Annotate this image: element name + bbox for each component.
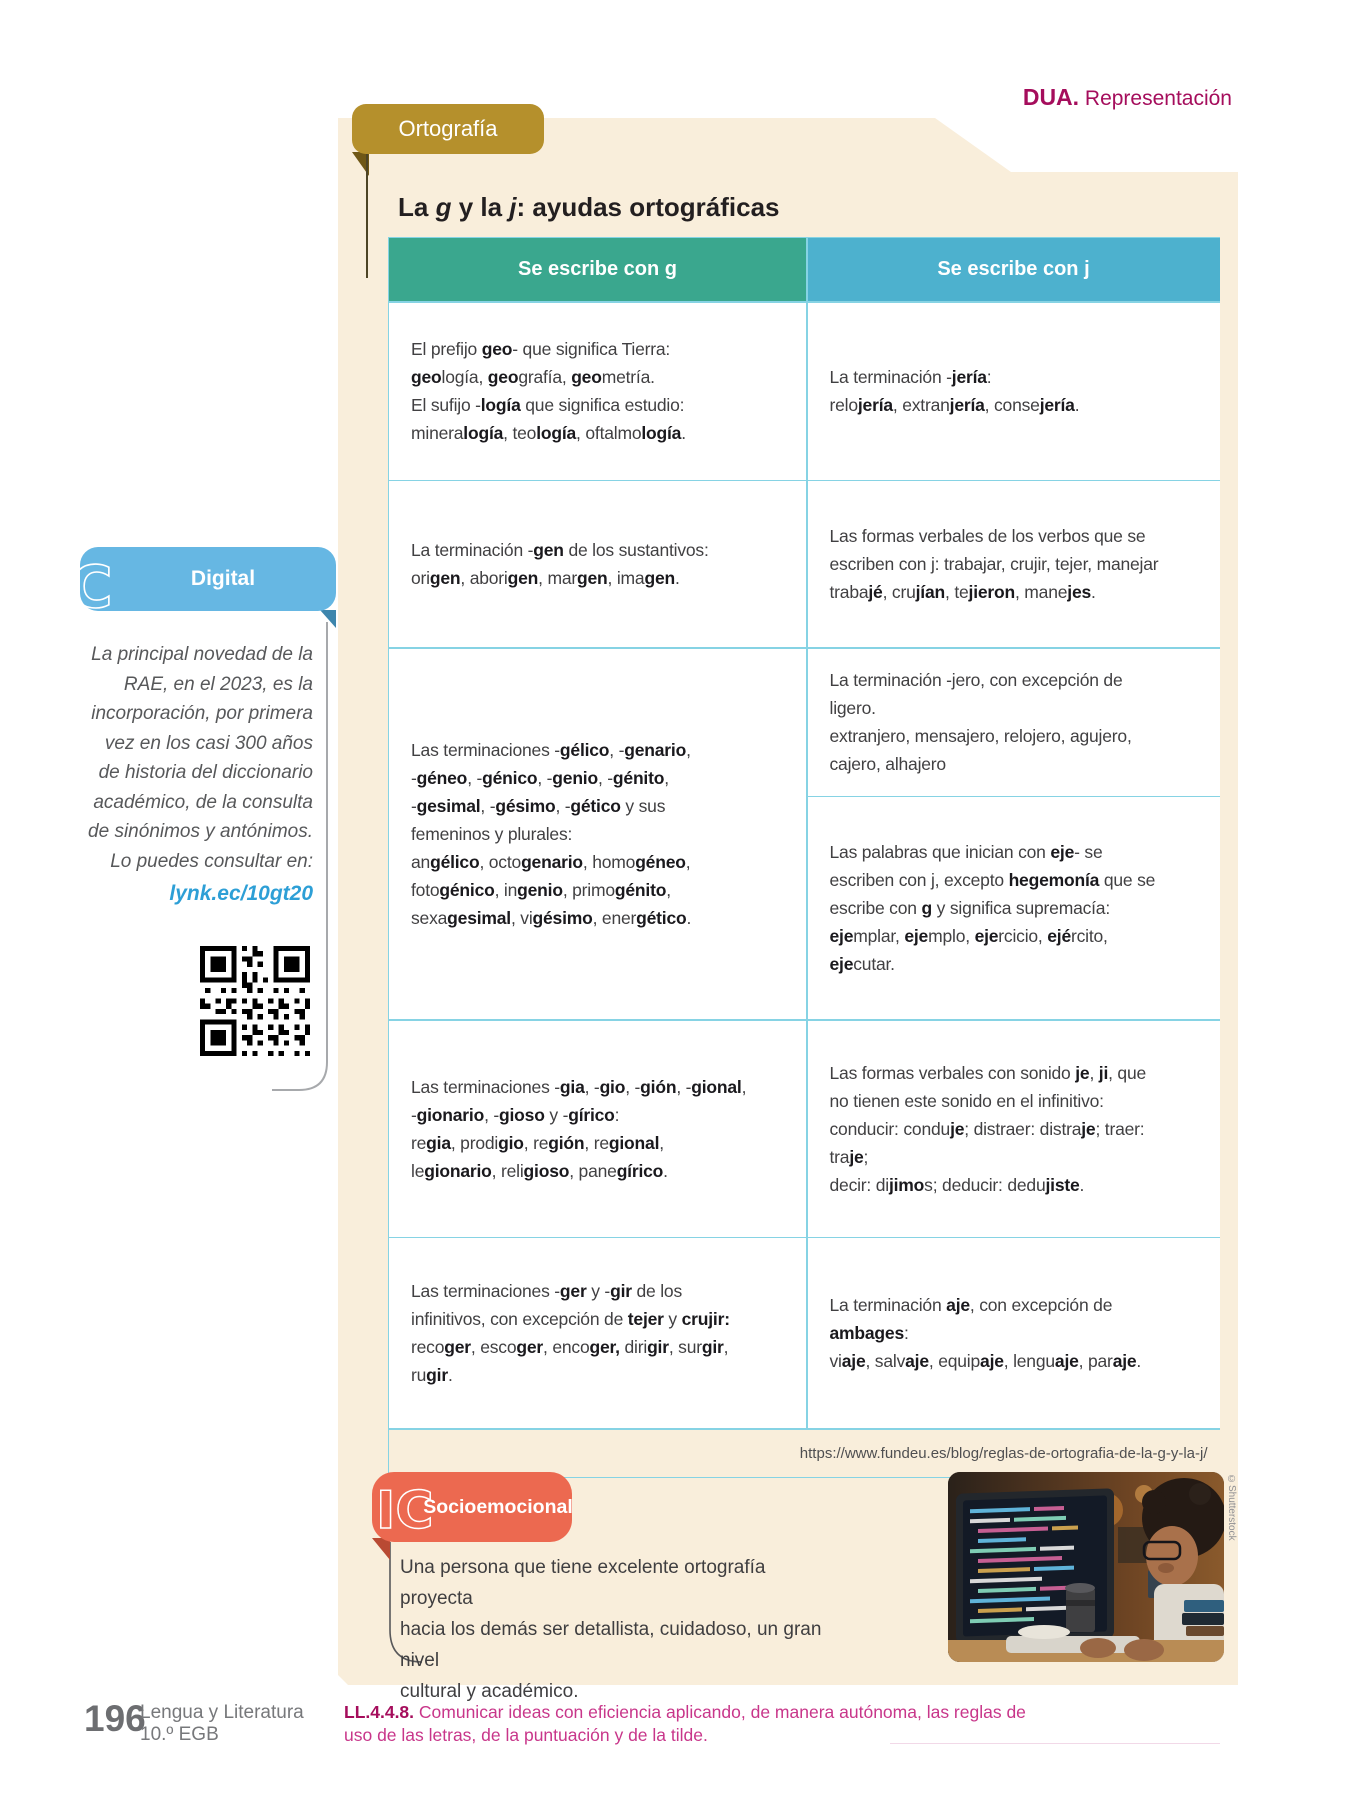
socioemocional-logo-icon — [374, 1478, 440, 1540]
dua-label — [832, 84, 1232, 111]
rule-j-aje-text: La terminación aje, con excepción de ambages: viaje, salvaje, equipaje, lenguaje, paraje. — [829, 1295, 1142, 1371]
photo-person-coding — [948, 1472, 1224, 1662]
rule-j-jero — [808, 649, 1220, 796]
rule-g-gen — [389, 481, 806, 647]
digital-badge-fold — [320, 610, 336, 628]
digital-body: La principal novedad de la RAE, en el 2023, es la incorporación, por primera vez en los casi 300 años de historia del diccionario académico, de la consulta de sinónimos y antónimos. Lo puedes consultar en: — [88, 644, 313, 872]
rules-table — [388, 237, 1220, 1478]
rule-j-je-ji — [808, 1021, 1220, 1237]
rule-g-geo — [389, 303, 806, 480]
socioemocional-badge-label: Socioemocional — [423, 1495, 573, 1518]
source-url: https://www.fundeu.es/blog/reglas-de-ortografia-de-la-g-y-la-j/ — [389, 1430, 1220, 1477]
rule-g-ger-gir — [389, 1238, 806, 1428]
table-header-g: Se escribe con g — [389, 238, 806, 301]
digital-logo-icon — [66, 551, 138, 623]
svg-text:C: C — [70, 553, 113, 621]
rule-g-gia — [389, 1021, 806, 1237]
svg-text:IC: IC — [376, 1481, 434, 1540]
footer-standard — [344, 1701, 1034, 1747]
rule-g-geo-text: El prefijo geo- que significa Tierra: geología, geografía, geometría. El sufijo -logía que significa estudio: mineralogía, teología, oftalmología. — [411, 339, 686, 443]
rule-j-eje — [808, 797, 1220, 1019]
rule-j-verbos-text: Las formas verbales de los verbos que se escriben con j: trabajar, crujir, tejer, manejar trabajé, crujían, tejieron, manejes. — [829, 526, 1159, 602]
table-header-j: Se escribe con j — [808, 238, 1220, 301]
footer-grade: 10.º EGB — [140, 1724, 219, 1745]
photo-credit: ©Shutterstock — [1226, 1474, 1237, 1541]
socioemocional-body: Una persona que tiene excelente ortografía proyecta hacia los demás ser detallista, cuidadoso, un gran nivel cultural y académico. — [400, 1557, 822, 1702]
footer-standard-code: LL.4.4.8. — [344, 1702, 415, 1722]
rule-j-jeria-text: La terminación -jería: relojería, extranjería, consejería. — [829, 367, 1080, 415]
page-number: 196 — [84, 1698, 146, 1739]
rule-j-jeria — [808, 303, 1220, 480]
footer-subject — [140, 1702, 304, 1746]
rule-g-ger-gir-text: Las terminaciones -ger y -gir de los infinitivos, con excepción de tejer y crujir: recoger, escoger, encoger, dirigir, surgir, rugir. — [411, 1281, 730, 1385]
section-badge — [352, 104, 544, 154]
section-badge-line — [366, 152, 368, 278]
footer-standard-text: Comunicar ideas con eficiencia aplicando, de manera autónoma, las reglas de uso de las letras, de la puntuación y de la tilde. — [344, 1702, 1026, 1745]
rule-j-verbos — [808, 481, 1220, 647]
digital-badge-label: Digital — [190, 567, 256, 590]
rule-g-gelico-text: Las terminaciones -gélico, -genario, -géneo, -génico, -genio, -génito, -gesimal, -gésimo, -gético y sus femeninos y plurales: angélico, octogenario, homogéneo, fotogénico, ingenio, primogénito, sexagesimal, vigésimo, energético. — [411, 739, 692, 928]
rule-g-gen-text: La terminación -gen de los sustantivos: origen, aborigen, margen, imagen. — [411, 540, 709, 588]
rule-j-je-ji-text: Las formas verbales con sonido je, ji, que no tienen este sonido en el infinitivo: conducir: conduje; distraer: distraje; traer: traje; decir: dijimos; deducir: dedujiste. — [829, 1062, 1147, 1195]
rule-j-eje-text: Las palabras que inician con eje- se escriben con j, excepto hegemonía que se escribe con g y significa supremacía: ejemplar, ejemplo, ejercicio, ejército, ejecutar. — [829, 842, 1156, 974]
rule-g-gia-text: Las terminaciones -gia, -gio, -gión, -gional, -gionario, -gioso y -gírico: regia, prodigio, región, regional, legionario, religioso, panegírico. — [411, 1076, 747, 1181]
qr-code — [200, 946, 310, 1056]
footer-divider — [890, 1743, 1220, 1744]
rule-j-jero-text: La terminación -jero, con excepción de ligero. extranjero, mensajero, relojero, agujero, cajero, alhajero — [829, 670, 1132, 774]
digital-link[interactable]: lynk.ec/10gt20 — [169, 882, 313, 905]
photo-illustration — [948, 1472, 1224, 1662]
dua-text: Representación — [1079, 87, 1232, 110]
rule-g-gelico — [389, 649, 806, 1020]
page-title: La g y la j: ayudas ortográficas — [398, 192, 780, 222]
rule-j-aje — [808, 1238, 1220, 1428]
section-badge-label: Ortografía — [398, 116, 498, 141]
footer-subject-name: Lengua y Literatura — [140, 1702, 304, 1723]
dua-code: DUA. — [1022, 84, 1080, 110]
